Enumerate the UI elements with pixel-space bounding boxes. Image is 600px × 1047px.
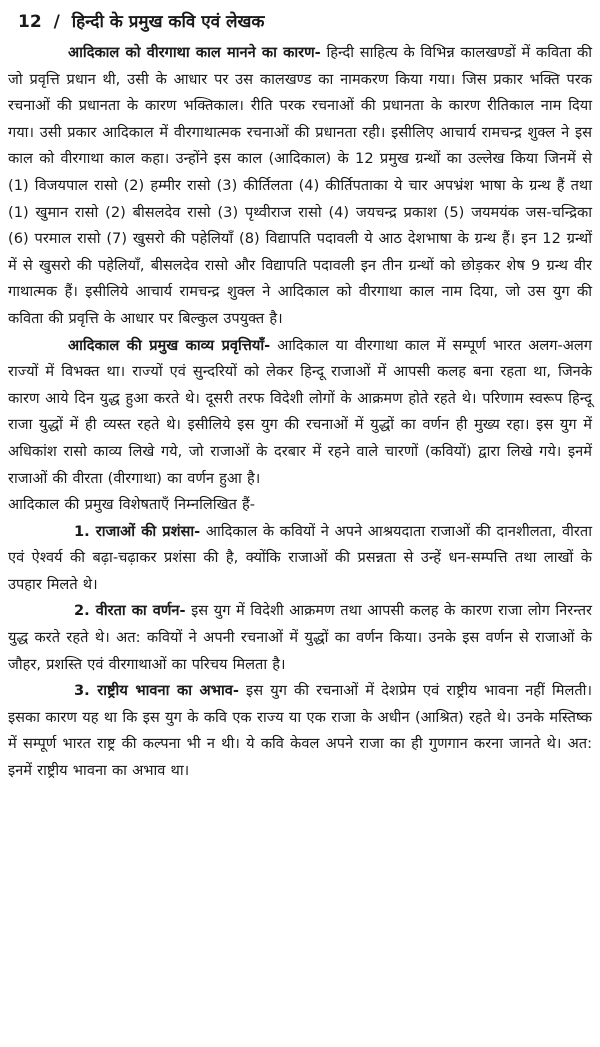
paragraph-rajaon-ki-prashansa	[8, 519, 592, 599]
section-body: आदिकाल की प्रमुख विशेषताएँ निम्नलिखित हैं-	[8, 496, 256, 514]
header-separator: /	[53, 12, 60, 32]
section-heading: 1. राजाओं की प्रशंसा-	[74, 522, 201, 540]
section-body: आदिकाल के कवियों ने अपने आश्रयदाता राजाओं की दानशीलता, वीरता एवं ऐश्वर्य की बढ़ा-चढ़ाकर प्रशंसा की है, क्योंकि राजाओं की प्रसन्नता से उन्हें धन-सम्पत्ति तथा लाखों के उपहार मिलते थे।	[8, 522, 592, 593]
book-title: हिन्दी के प्रमुख कवि एवं लेखक	[71, 12, 265, 32]
section-body: हिन्दी साहित्य के विभिन्न कालखण्डों में कविता की जो प्रवृत्ति प्रधान थी, उसी के आधार पर उस कालखण्ड का नामकरण किया गया। जिस प्रकार भक्ति परक रचनाओं की प्रधानता के कारण भक्तिकाल। रीति परक रचनाओं की प्रधानता के कारण रीतिकाल नाम दिया गया। उसी प्रकार आदिकाल में वीरगाथात्मक रचनाओं की प्रधानता रही। इसीलिए आचार्य रामचन्द्र शुक्ल ने इस काल को वीरगाथा काल कहा। उन्होंने इस काल (आदिकाल) के 12 प्रमुख ग्रन्थों का उल्लेख किया जिनमें से (1) विजयपाल रासो (2) हम्मीर रासो (3) कीर्तिलता (4) कीर्तिपताका ये चार अपभ्रंश भाषा के ग्रन्थ हैं तथा (1) खुमान रासो (2) बीसलदेव रासो (3) पृथ्वीराज रासो (4) जयचन्द्र प्रकाश (5) जयमयंक जस-चन्द्रिका (6) परमाल रासो (7) खुसरो की पहेलियाँ (8) विद्यापति पदावली ये आठ देशभाषा के ग्रन्थ हैं। इन 12 ग्रन्थों में से खुसरो की पहेलियाँ, बीसलदेव रासो और विद्यापति पदावली इन तीन ग्रन्थों को छोड़कर शेष 9 ग्रन्थ वीर गाथात्मक हैं। इसीलिये आचार्य रामचन्द्र शुक्ल ने आदिकाल को वीरगाथा काल नाम दिया, जो उस युग की कविता की प्रवृत्ति के आधार पर बिल्कुल उपयुक्त है।	[8, 44, 593, 327]
section-body: आदिकाल या वीरगाथा काल में सम्पूर्ण भारत अलग-अलग राज्यों में विभक्त था। राज्यों एवं सुन्दरियों को लेकर हिन्दू राजाओं में आपसी कलह बना रहता था, जिनके कारण आये दिन युद्ध हुआ करते थे। दूसरी तरफ विदेशी लोगों के आक्रमण होते रहते थे। परिणाम स्वरूप हिन्दू राजा युद्धों में ही व्यस्त रहते थे। इसीलिये इस युग की रचनाओं में युद्धों का वर्णन ही मुख्य रहा। इस युग में अधिकांश रासो काव्य लिखे गये, जो राजाओं के दरबार में रहने वाले चारणों (कवियों) द्वारा लिखे गये। इनमें राजाओं की वीरता (वीरगाथा) का वर्णन हुआ है।	[8, 336, 593, 487]
paragraph-veergatha-reason	[8, 40, 592, 333]
section-body: इस युग में विदेशी आक्रमण तथा आपसी कलह के कारण राजा लोग निरन्तर युद्ध करते रहते थे। अत: कवियों ने अपनी रचनाओं में युद्धों का वर्णन किया। उनके इस वर्णन से राजाओं के जौहर, प्रशस्ति एवं वीरगाथाओं का परिचय मिलता है।	[8, 602, 592, 673]
section-heading: 2. वीरता का वर्णन-	[74, 602, 186, 620]
section-heading: आदिकाल को वीरगाथा काल मानने का कारण-	[68, 44, 321, 61]
paragraph-visheshtayen-intro	[8, 492, 592, 519]
paragraph-rashtriya-bhavna	[8, 678, 592, 784]
section-heading: आदिकाल की प्रमुख काव्य प्रवृत्तियाँ-	[68, 336, 271, 354]
page-header	[18, 10, 592, 34]
paragraph-kavya-pravrittiyan	[8, 333, 592, 493]
section-body: इस युग की रचनाओं में देशप्रेम एवं राष्ट्रीय भावना नहीं मिलती। इसका कारण यह था कि इस युग के कवि एक राज्य या एक राजा के अधीन (आश्रित) रहते थे। उनके मस्तिष्क में सम्पूर्ण भारत राष्ट्र की कल्पना भी न थी। ये कवि केवल अपने राजा का ही गुणगान करना जानते थे। अत: इनमें राष्ट्रीय भावना का अभाव था।	[8, 682, 592, 780]
paragraph-veerta-ka-varnan	[8, 598, 592, 678]
page-number: 12	[18, 12, 42, 32]
section-heading: 3. राष्ट्रीय भावना का अभाव-	[74, 682, 239, 700]
